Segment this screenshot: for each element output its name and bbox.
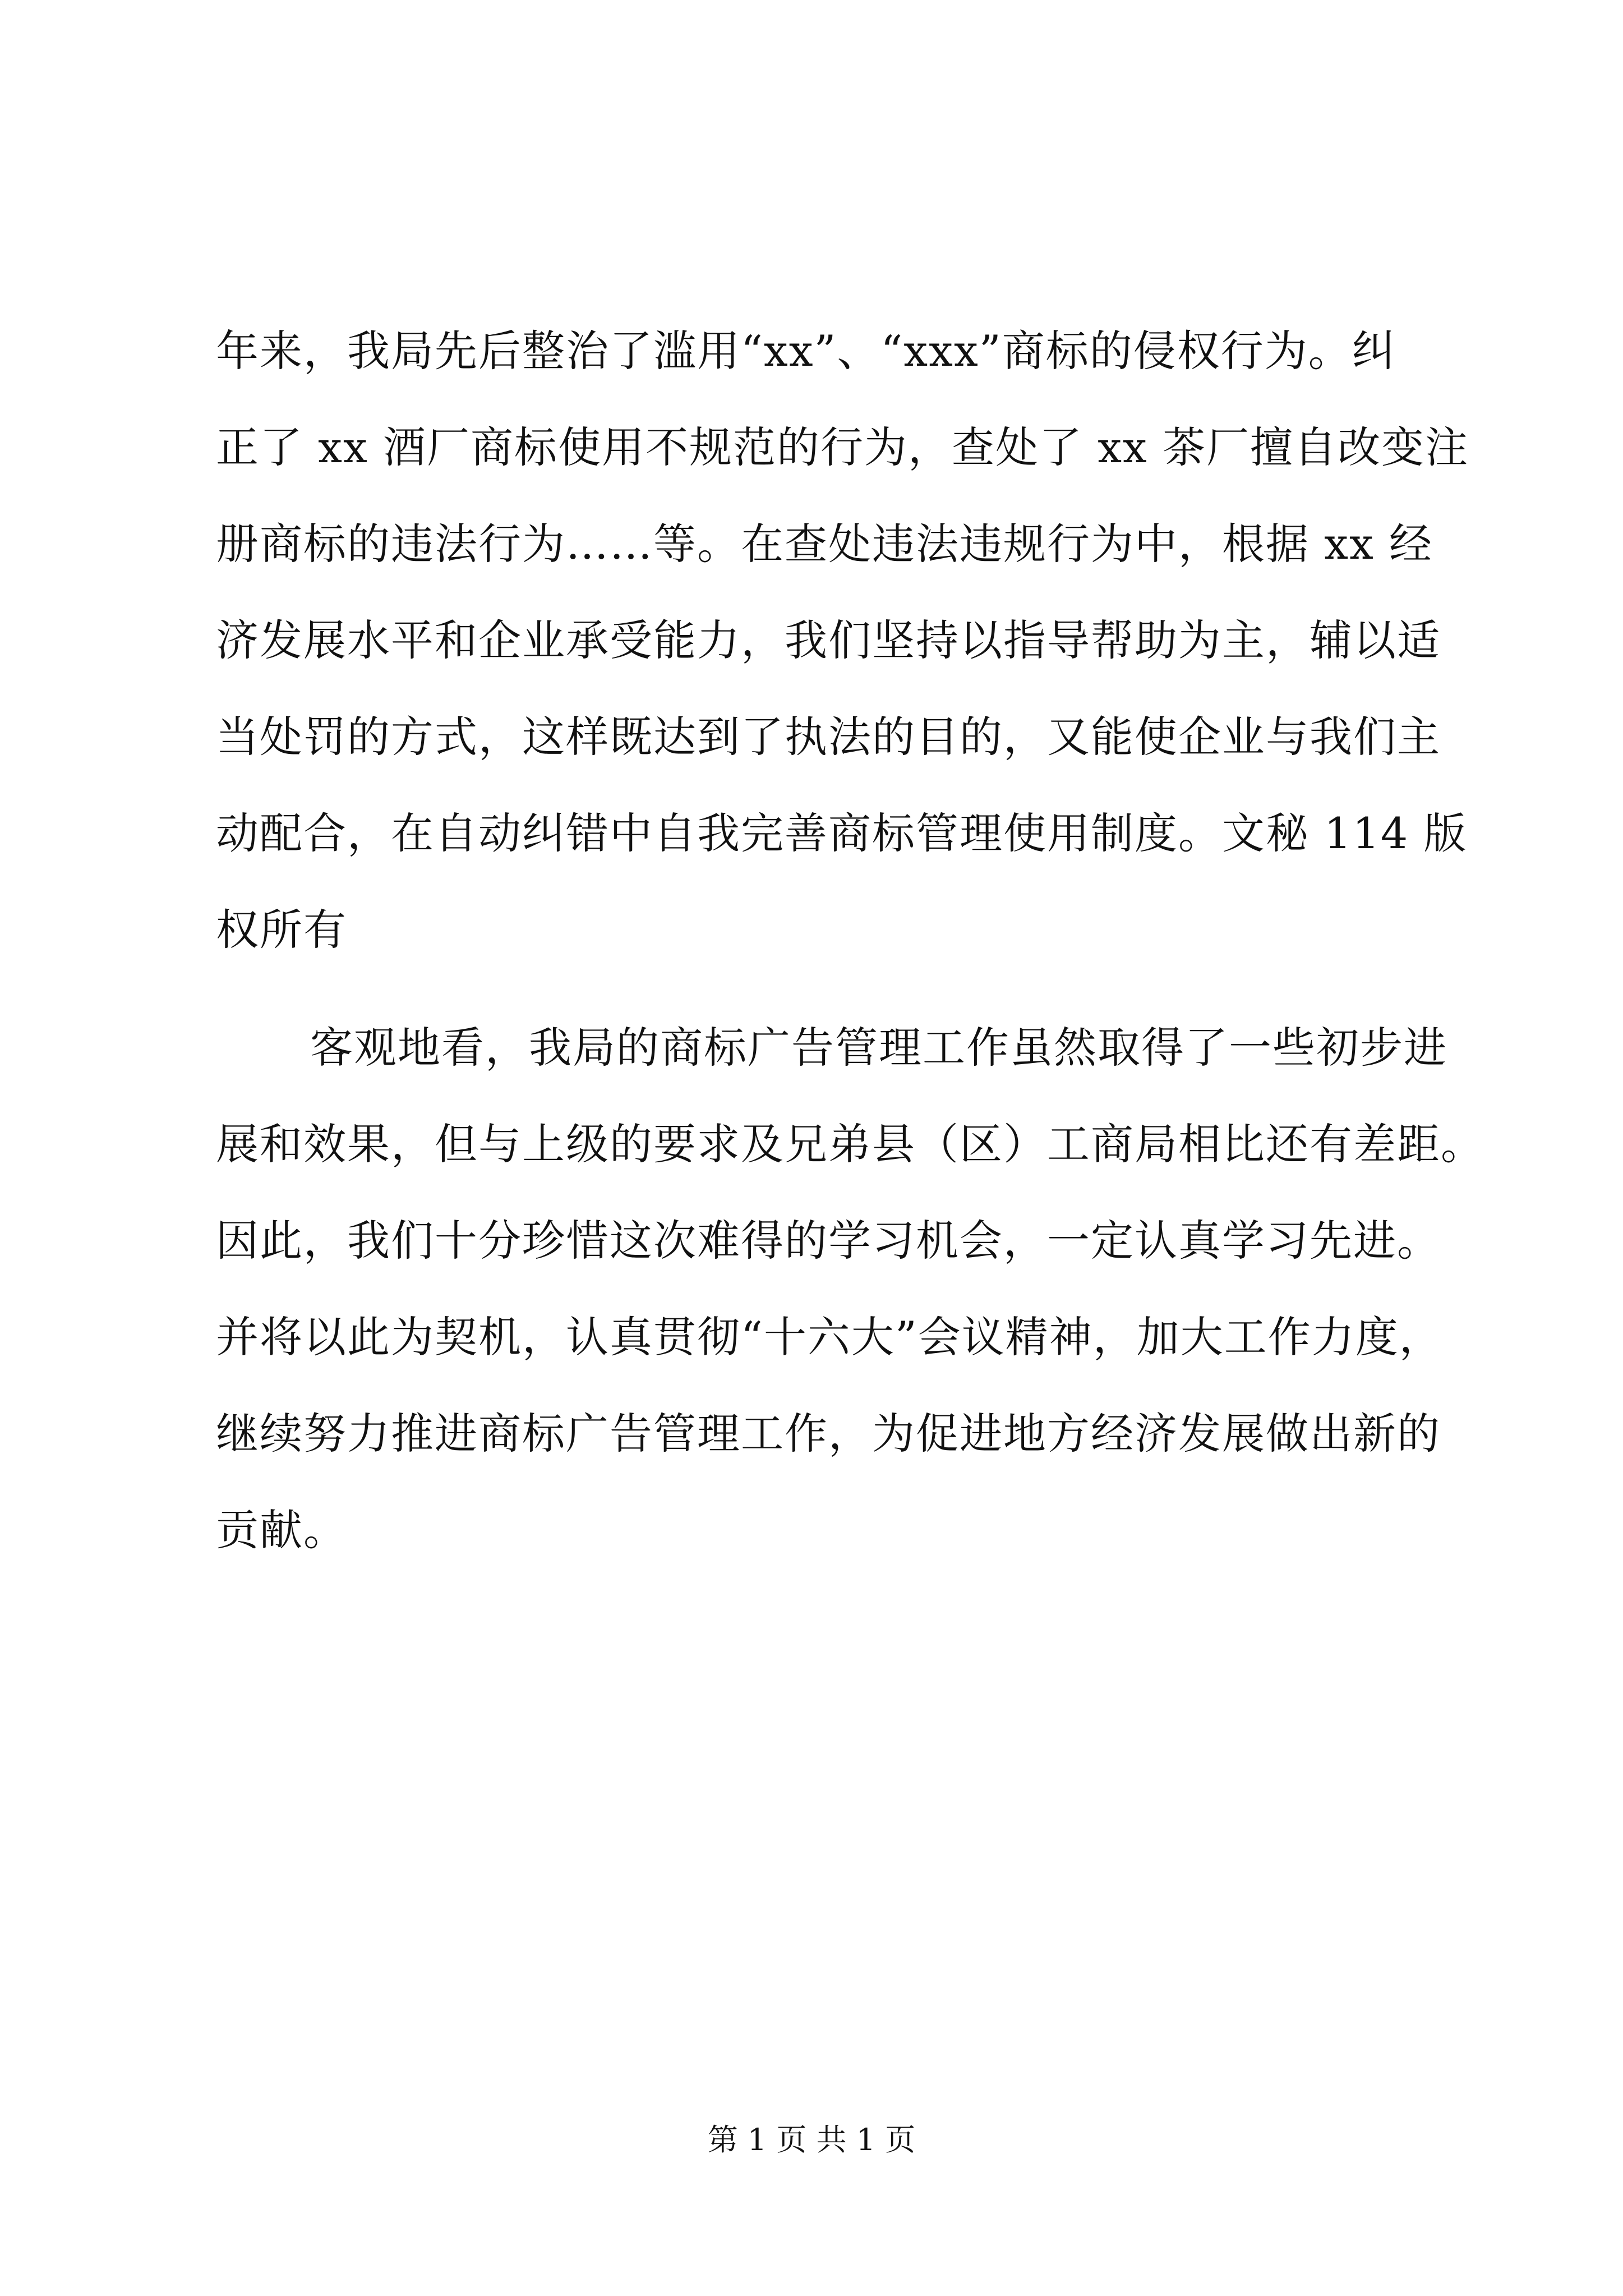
page-footer xyxy=(0,2118,1623,2162)
text-line: 正了 xx 酒厂商标使用不规范的行为，查处了 xx 茶厂擅自改变注 xyxy=(216,422,1469,472)
text-line: 册商标的违法行为……等。在查处违法违规行为中，根据 xx 经 xyxy=(216,519,1433,569)
paragraph-1 xyxy=(216,303,1469,978)
text-line: 贡献。 xyxy=(216,1505,347,1555)
text-line: 动配合，在自动纠错中自我完善商标管理使用制度。文秘 114 版 xyxy=(216,808,1468,858)
text-line: 权所有 xyxy=(216,905,347,955)
paragraph-2 xyxy=(216,1000,1484,1579)
document-body xyxy=(216,303,1484,1579)
text-line: 年来，我局先后整治了滥用“xx”、“xxx”商标的侵权行为。纠 xyxy=(216,326,1396,376)
text-line: 继续努力推进商标广告管理工作，为促进地方经济发展做出新的 xyxy=(216,1409,1441,1458)
text-line: 因此，我们十分珍惜这次难得的学习机会，一定认真学习先进。 xyxy=(216,1216,1441,1266)
paragraph-gap xyxy=(216,978,1410,1000)
text-line: 当处罚的方式，这样既达到了执法的目的，又能使企业与我们主 xyxy=(216,712,1441,762)
text-line: 客观地看，我局的商标广告管理工作虽然取得了一些初步进 xyxy=(310,1023,1447,1073)
page-number: 第 1 页 共 1 页 xyxy=(707,2122,916,2157)
text-line: 并将以此为契机，认真贯彻“十六大”会议精神，加大工作力度， xyxy=(216,1312,1443,1362)
text-line: 济发展水平和企业承受能力，我们坚持以指导帮助为主，辅以适 xyxy=(216,615,1441,665)
text-line: 展和效果，但与上级的要求及兄弟县（区）工商局相比还有差距。 xyxy=(216,1119,1484,1169)
